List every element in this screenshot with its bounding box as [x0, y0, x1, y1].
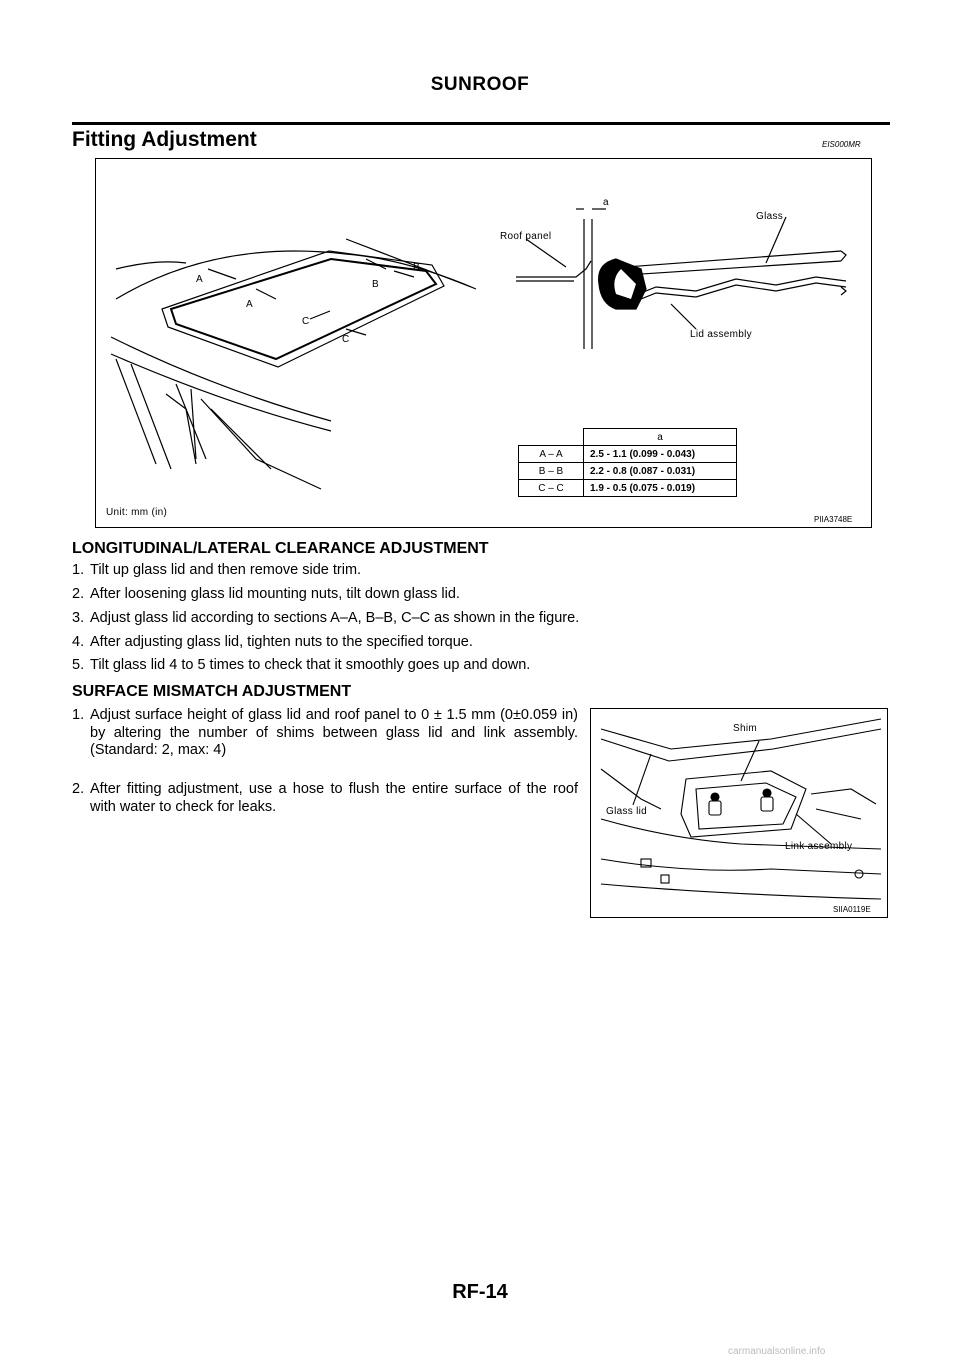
label-section-c2: C — [342, 334, 350, 345]
label-shim: Shim — [733, 723, 757, 734]
clearance-table — [518, 428, 737, 497]
list-item: 2. After loosening glass lid mounting nuts, tilt down glass lid. — [72, 586, 460, 602]
label-glass: Glass — [756, 211, 784, 222]
label-roof-panel: Roof panel — [500, 231, 552, 242]
label-glass-lid: Glass lid — [606, 806, 648, 817]
longitudinal-heading: LONGITUDINAL/LATERAL CLEARANCE ADJUSTMENT — [72, 540, 489, 557]
table-header-row — [519, 429, 737, 446]
table-value: 2.2 - 0.8 (0.087 - 0.031) — [584, 463, 737, 480]
page-header: SUNROOF — [430, 74, 530, 95]
list-item: 5. Tilt glass lid 4 to 5 times to check that it smoothly goes up and down. — [72, 657, 531, 673]
list-item: 1. Tilt up glass lid and then remove side trim. — [72, 562, 362, 578]
section-code: EIS000MR — [822, 140, 861, 149]
section-title: Fitting Adjustment — [72, 128, 257, 151]
header-rule — [72, 122, 890, 125]
table-header-a: a — [584, 429, 737, 446]
label-section-a2: A — [246, 299, 253, 310]
list-item: 1. Adjust surface height of glass lid and roof panel to 0 ± 1.5 mm (0±0.059 in) by altering the number of shims between glass lid and link assembly. (Standard: 2, max: 4) — [72, 707, 578, 758]
watermark: carmanualsonline.info — [728, 1346, 826, 1357]
figure1-code: PIIA3748E — [814, 515, 853, 524]
label-section-b1: B — [413, 262, 420, 273]
table-value: 2.5 - 1.1 (0.099 - 0.043) — [584, 446, 737, 463]
table-row — [519, 463, 737, 480]
table-value: 1.9 - 0.5 (0.075 - 0.019) — [584, 480, 737, 497]
table-row — [519, 480, 737, 497]
figure2-code: SIIA0119E — [833, 905, 871, 914]
label-lid-assembly: Lid assembly — [690, 329, 752, 340]
label-link-assembly: Link assembly — [785, 841, 853, 852]
unit-label: Unit: mm (in) — [106, 507, 168, 518]
label-section-a1: A — [196, 274, 203, 285]
list-item: 4. After adjusting glass lid, tighten nuts to the specified torque. — [72, 634, 473, 650]
list-item: 2. After fitting adjustment, use a hose to flush the entire surface of the roof with water to check for leaks. — [72, 781, 578, 815]
surface-heading: SURFACE MISMATCH ADJUSTMENT — [72, 683, 352, 700]
label-a: a — [603, 197, 609, 208]
table-section: A – A — [519, 446, 584, 463]
table-corner — [519, 429, 584, 446]
table-row — [519, 446, 737, 463]
table-section: B – B — [519, 463, 584, 480]
label-section-b2: B — [372, 279, 379, 290]
shim-diagram — [590, 708, 888, 918]
label-section-c1: C — [302, 316, 310, 327]
table-section: C – C — [519, 480, 584, 497]
page-number: RF-14 — [452, 1281, 508, 1303]
fitting-diagram-drawing — [96, 159, 871, 527]
list-item: 3. Adjust glass lid according to sections A–A, B–B, C–C as shown in the figure. — [72, 610, 580, 626]
fitting-diagram — [95, 158, 872, 528]
